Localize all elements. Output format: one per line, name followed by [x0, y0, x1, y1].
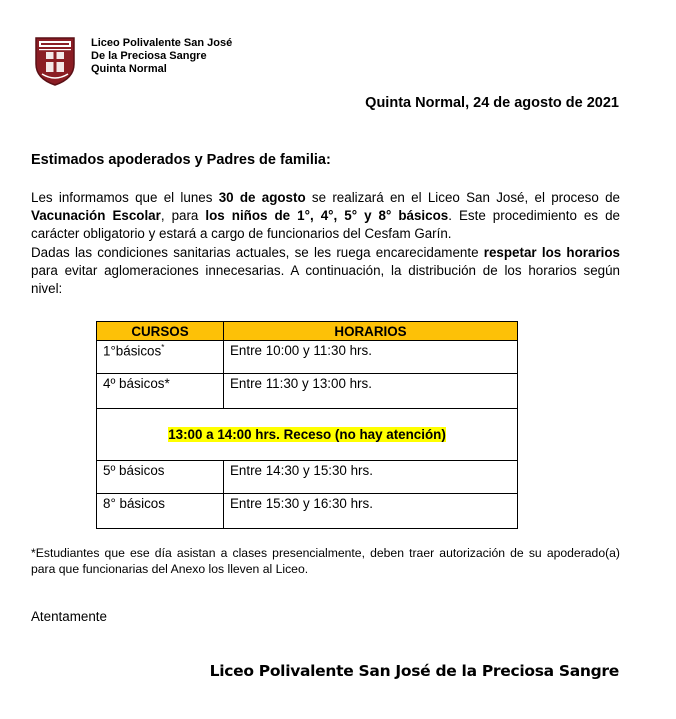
respect-schedule-emphasis: respetar los horarios [483, 244, 620, 260]
school-crest-icon [34, 36, 76, 86]
table-row [97, 461, 518, 494]
text-segment: para evitar aglomeraciones innecesarias. A continuación, la distribución de los horarios según nivel: [31, 262, 620, 297]
school-header [91, 37, 232, 76]
paragraph-schedule-intro [31, 244, 620, 299]
course-cell: 8° básicos [97, 494, 224, 529]
text-segment: . Este procedimiento es de carácter obligatorio y estará a cargo de funcionarios del Cesfam Garín. [31, 208, 620, 242]
course-footnote-mark: * [161, 343, 165, 352]
process-emphasis: Vacunación Escolar [31, 208, 161, 224]
text-segment: Les informamos que el lunes [31, 190, 219, 205]
course-cell: 4º básicos* [97, 374, 224, 409]
header-schedules: HORARIOS [224, 322, 518, 341]
schedule-cell: Entre 15:30 y 16:30 hrs. [224, 494, 518, 529]
break-row [97, 409, 518, 461]
text-segment: Dadas las condiciones sanitarias actuales, se les ruega encarecidamente [31, 244, 484, 260]
table-row [97, 374, 518, 409]
date-emphasis: 30 de agosto [218, 190, 306, 205]
schedule-table [96, 321, 518, 529]
break-text: 13:00 a 14:00 hrs. Receso (no hay atención) [168, 427, 446, 442]
header-courses: CURSOS [97, 322, 224, 341]
course-cell: 5º básicos [97, 461, 224, 494]
school-name-line1: Liceo Polivalente San José [91, 37, 233, 49]
paragraph-announcement [31, 189, 620, 244]
table-row [97, 494, 518, 529]
school-location-line: Quinta Normal [91, 63, 167, 75]
grades-emphasis: los niños de 1°, 4°, 5° y 8° básicos [205, 208, 449, 224]
letter-body [31, 189, 620, 298]
course-cell [97, 341, 224, 374]
footnote: *Estudiantes que ese día asistan a clases presencialmente, deben traer autorización de su apoderado(a) para que funcionarias del Anexo los lleven al Liceo. [31, 546, 620, 576]
break-cell [97, 409, 518, 461]
table-header-row [97, 322, 518, 341]
closing: Atentamente [31, 609, 107, 624]
school-name-line2: De la Preciosa Sangre [91, 50, 207, 62]
signature: Liceo Polivalente San José de la Preciosa Sangre [209, 662, 619, 680]
date-line: Quinta Normal, 24 de agosto de 2021 [365, 95, 619, 111]
schedule-cell: Entre 11:30 y 13:00 hrs. [224, 374, 518, 409]
schedule-cell: Entre 14:30 y 15:30 hrs. [224, 461, 518, 494]
table-row [97, 341, 518, 374]
schedule-cell: Entre 10:00 y 11:30 hrs. [224, 341, 518, 374]
text-segment: , para [160, 208, 206, 224]
text-segment: se realizará en el Liceo San José, el proceso de [305, 190, 620, 205]
course-label: 1°básicos [103, 343, 162, 359]
greeting: Estimados apoderados y Padres de familia: [31, 152, 331, 168]
